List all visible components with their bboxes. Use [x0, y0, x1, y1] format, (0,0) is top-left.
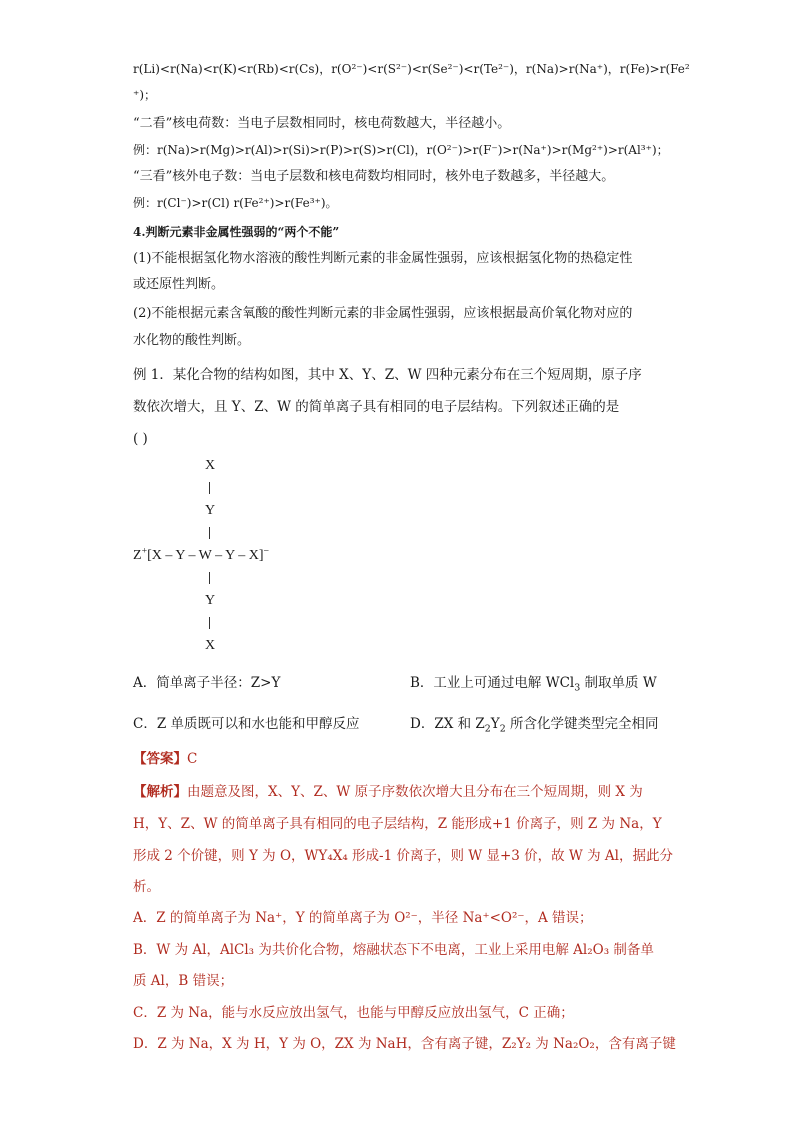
- structure-top-y: Y: [205, 503, 216, 518]
- rule-2-line-b: 水化物的酸性判断。: [133, 333, 251, 348]
- structure-cation-charge: +: [141, 545, 148, 557]
- structure-bottom-y: Y: [205, 593, 216, 608]
- option-d: D．ZX 和 $Z_2Y_2$ 所含化学键类型完全相同: [410, 716, 659, 735]
- analysis-option-c: C．Z 为 Na，能与水反应放出氢气，也能与甲醇反应放出氢气，C 正确；: [133, 1005, 574, 1021]
- question-stem-line-b: 数依次增大，且 Y、Z、W 的简单离子具有相同的电子层结构。下列叙述正确的是: [133, 399, 620, 415]
- structure-bond-2: [209, 527, 210, 539]
- question-stem-line-a: 例 1．某化合物的结构如图，其中 X、Y、Z、W 四种元素分布在三个短周期，原子序: [133, 367, 642, 383]
- answer-line: [133, 750, 197, 768]
- structure-anion-charge: −: [263, 545, 270, 557]
- third-look-rule: “三看”核外电子数：当电子层数和核电荷数均相同时，核外电子数越多，半径越大。: [133, 169, 615, 184]
- answer-parentheses: ( ): [133, 431, 148, 447]
- third-look-example: 例：r(Cl⁻)>r(Cl) r(Fe²⁺)>r(Fe³⁺)。: [133, 196, 338, 210]
- option-a: A．简单离子半径：Z>Y: [133, 675, 281, 691]
- option-b: B．工业上可通过电解 WCl$_3$ 制取单质 W: [410, 675, 657, 694]
- second-look-example: 例：r(Na)>r(Mg)>r(Al)>r(Si)>r(P)>r(S)>r(Cl)，r(O²⁻)>r(F⁻)>r(Na⁺)>r(Mg²⁺)>r(Al³⁺)；: [133, 143, 669, 157]
- radius-rule-line-1: r(Li)<r(Na)<r(K)<r(Rb)<r(Cs)，r(O²⁻)<r(S²⁻)<r(Se²⁻)<r(Te²⁻)，r(Na)>r(Na⁺)，r(Fe)>r(Fe²: [133, 62, 690, 76]
- radius-rule-line-2: ⁺)；: [133, 88, 157, 102]
- rule-1-line-a: (1)不能根据氢化物水溶液的酸性判断元素的非金属性强弱，应该根据氢化物的热稳定性: [133, 251, 633, 266]
- structure-bond-4: [209, 617, 210, 629]
- analysis-option-d: D．Z 为 Na，X 为 H，Y 为 O，ZX 为 NaH，含有离子键，Z₂Y₂ 为 Na₂O₂，含有离子键: [133, 1036, 676, 1052]
- analysis-line-3: 形成 2 个价键，则 Y 为 O，WY₄X₄ 形成-1 价离子，则 W 显+3 价，故 W 为 Al，据此分: [133, 848, 673, 864]
- analysis-line-1: 【解析】由题意及图，X、Y、Z、W 原子序数依次增大且分布在三个短周期，则 X 为: [133, 784, 643, 800]
- structure-bottom-x: X: [205, 638, 216, 653]
- section-heading-4: 4.判断元素非金属性强弱的“两个不能”: [133, 225, 340, 239]
- analysis-option-b-line-1: B．W 为 Al，AlCl₃ 为共价化合物，熔融状态下不电离，工业上采用电解 Al₂O₃ 制备单: [133, 942, 654, 958]
- second-look-rule: “二看”核电荷数：当电子层数相同时，核电荷数越大，半径越小。: [133, 116, 511, 131]
- analysis-option-a: A．Z 的简单离子为 Na⁺，Y 的简单离子为 O²⁻，半径 Na⁺<O²⁻，A 错误；: [133, 910, 593, 926]
- answer-value: C: [187, 751, 198, 767]
- structure-bond-1: [209, 482, 210, 494]
- analysis-tag: 【解析】: [133, 784, 187, 800]
- structure-top-x: X: [205, 458, 216, 473]
- analysis-option-b-line-2: 质 Al，B 错误；: [133, 973, 234, 989]
- structure-cation: Z: [133, 548, 142, 563]
- answer-tag: 【答案】: [133, 751, 187, 767]
- analysis-line-2: H，Y、Z、W 的简单离子具有相同的电子层结构，Z 能形成+1 价离子，则 Z 为 Na，Y: [133, 816, 662, 832]
- rule-1-line-b: 或还原性判断。: [133, 277, 225, 292]
- analysis-line-4: 析。: [133, 879, 160, 895]
- structure-bond-3: [209, 572, 210, 584]
- rule-2-line-a: (2)不能根据元素含氧酸的酸性判断元素的非金属性强弱，应该根据最高价氧化物对应的: [133, 306, 633, 321]
- option-c: C．Z 单质既可以和水也能和甲醇反应: [133, 716, 360, 732]
- structure-middle-row: [133, 545, 270, 564]
- structure-anion: [X – Y – W – Y – X]: [147, 548, 264, 563]
